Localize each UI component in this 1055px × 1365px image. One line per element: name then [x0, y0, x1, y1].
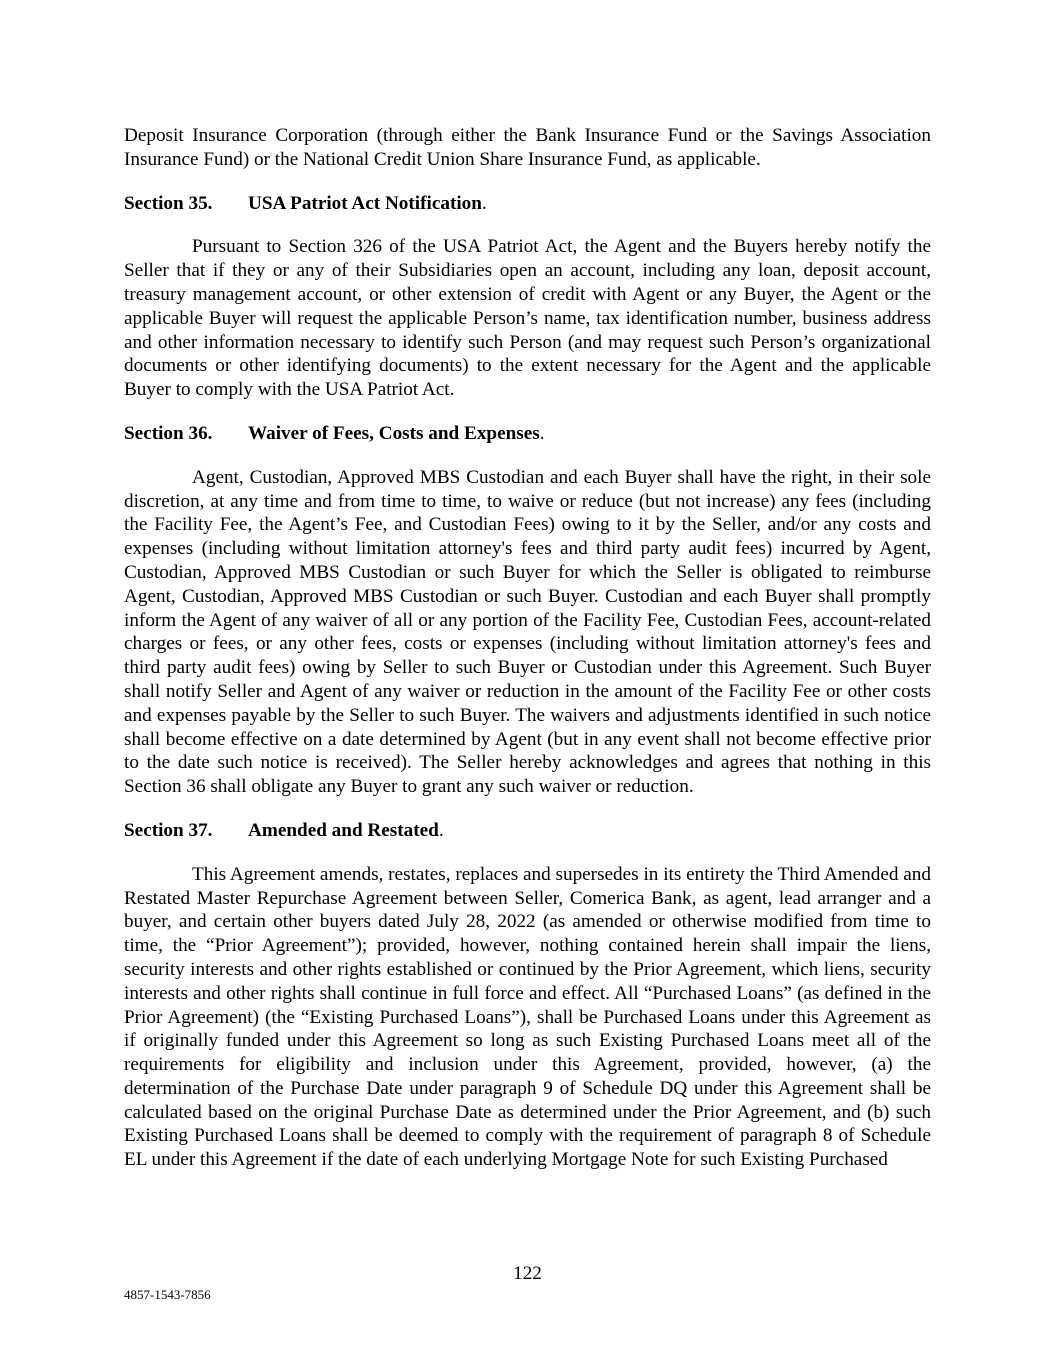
section-title: Amended and Restated	[248, 819, 439, 841]
section-title: Waiver of Fees, Costs and Expenses	[248, 422, 540, 444]
section-35-body: Pursuant to Section 326 of the USA Patriot Act, the Agent and the Buyers hereby notify the Seller that if they or any of their Subsidiaries open an account, including any loan, deposit account, treasury management account, or other extension of credit with Agent or any Buyer, the Agent or the applicable Buyer will request the applicable Person’s name, tax identification number, business address and other information necessary to identify such Person (and may request such Person’s organizational documents or other identifying documents) to the extent necessary for the Agent and the applicable Buyer to comply with the USA Patriot Act.	[124, 236, 931, 401]
section-37-heading	[124, 819, 931, 843]
section-title-punct: .	[438, 819, 444, 841]
section-36-heading	[124, 422, 931, 446]
document-id: 4857-1543-7856	[124, 1287, 211, 1302]
section-number: Section 36.	[124, 422, 213, 444]
intro-paragraph: Deposit Insurance Corporation (through either the Bank Insurance Fund or the Savings Association Insurance Fund) or the National Credit Union Share Insurance Fund, as applicable.	[124, 125, 931, 170]
document-page	[124, 124, 931, 1172]
section-title: USA Patriot Act Notification	[248, 192, 482, 214]
section-title-punct: .	[539, 422, 545, 444]
section-number: Section 35.	[124, 192, 213, 214]
section-37-body: This Agreement amends, restates, replaces and supersedes in its entirety the Third Amended and Restated Master Repurchase Agreement between Seller, Comerica Bank, as agent, lead arranger and a buyer, and certain other buyers dated July 28, 2022 (as amended or otherwise modified from time to time, the “Prior Agreement”); provided, however, nothing contained herein shall impair the liens, security interests and other rights established or continued by the Prior Agreement, which liens, security interests and other rights shall continue in full force and effect. All “Purchased Loans” (as defined in the Prior Agreement) (the “Existing Purchased Loans”), shall be Purchased Loans under this Agreement as if originally funded under this Agreement so long as such Existing Purchased Loans meet all of the requirements for eligibility and inclusion under this Agreement, provided, however, (a) the determination of the Purchase Date under paragraph 9 of Schedule DQ under this Agreement shall be calculated based on the original Purchase Date as determined under the Prior Agreement, and (b) such Existing Purchased Loans shall be deemed to comply with the requirement of paragraph 8 of Schedule EL under this Agreement if the date of each underlying Mortgage Note for such Existing Purchased	[124, 863, 931, 1171]
section-35-heading	[124, 192, 931, 216]
section-number: Section 37.	[124, 819, 213, 841]
section-36-body: Agent, Custodian, Approved MBS Custodian and each Buyer shall have the right, in their sole discretion, at any time and from time to time, to waive or reduce (but not increase) any fees (including the Facility Fee, the Agent’s Fee, and Custodian Fees) owing to it by the Seller, and/or any costs and expenses (including without limitation attorney's fees and third party audit fees) incurred by Agent, Custodian, Approved MBS Custodian or such Buyer for which the Seller is obligated to reimburse Agent, Custodian, Approved MBS Custodian or such Buyer. Custodian and each Buyer shall promptly inform the Agent of any waiver of all or any portion of the Facility Fee, Custodian Fees, account-related charges or fees, or any other fees, costs or expenses (including without limitation attorney's fees and third party audit fees) owing by Seller to such Buyer or Custodian under this Agreement. Such Buyer shall notify Seller and Agent of any waiver or reduction in the amount of the Facility Fee or other costs and expenses payable by the Seller to such Buyer. The waivers and adjustments identified in such notice shall become effective on a date determined by Agent (but in any event shall not become effective prior to the date such notice is received). The Seller hereby acknowledges and agrees that nothing in this Section 36 shall obligate any Buyer to grant any such waiver or reduction.	[124, 466, 931, 798]
page-number: 122	[513, 1263, 542, 1284]
section-title-punct: .	[481, 192, 487, 214]
